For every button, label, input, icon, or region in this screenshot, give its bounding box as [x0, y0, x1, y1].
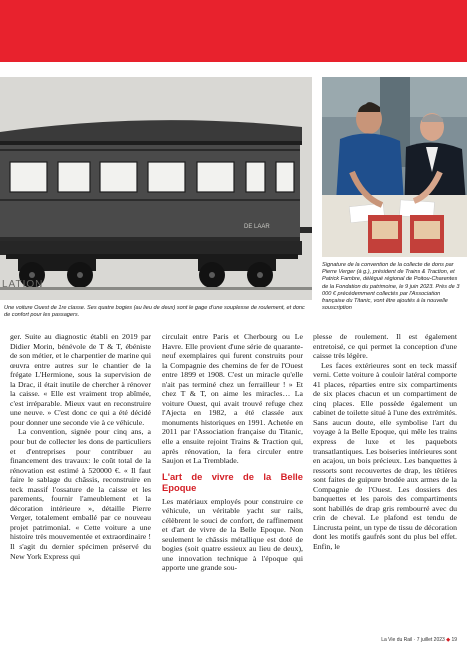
col3-paragraph-2: Les faces extérieures sont en teck massif verni. Cette voiture à couloir latéral comporte 41 places, réparties entre six compartiments de six places chacun et un compartiment de cinq places. Elle possède également un cabinet de toilette situé à l'une des extrémités. Sans aucun doute, elle symbolise l'art du voyage à la Belle Epoque, qui mêle les trains express de luxe et les paquebots transatlantiques. Les boiseries intérieures sont en acajou, un bois précieux. Les banquettes à ressorts sont recouvertes de drap, les têtières sont faites de guipure brodée aux armes de la Compagnie de l'Ouest. Les dossiers des banquettes et les parois des compartiments sont habillés de drap gris rembourré avec du crin de cheval. Le plafond est tendu de Lincrusta peint, un type de tissu de décoration dont les motifs gaufrés sont du plus bel effet. Enfin, le: [313, 360, 457, 552]
carriage-photo: [0, 77, 312, 300]
col2-paragraph-2: Les matériaux employés pour construire ce véhicule, un véritable yacht sur rails, célèbrent le souci de confort, de raffinement et d'art de vivre de la Belle Epoque. Non seulement le châssis métallique est doté de bogies (soit quatre essieux au lieu de deux), une innovation technique à l'époque qui apporte une grande sou-: [162, 496, 303, 573]
carriage-illustration: [0, 77, 312, 300]
col3-paragraph-1: plesse de roulement. Il est également entretoisé, ce qui permet la conception d'une caisse très légère.: [313, 332, 457, 361]
footer-publication: La Vie du Rail · 7 juillet 2023: [381, 637, 445, 643]
carriage-side-text: DE LAAR: [244, 224, 270, 230]
signing-photo-caption: Signature de la convention de la collecte de dons par Pierre Verger (à g.), président de Trains & Traction, et Patrick Fambre, délégué régional de Poitou-Charentes de la Fondation du patrimoine, le 9 juin 2023. Près de 3 000 € précédemment collectés par l'Association française du Titanic, vont être ajoutés à la nouvelle souscription: [322, 262, 460, 312]
signing-illustration: [322, 77, 467, 257]
footer-diamond-icon: ◆: [446, 637, 451, 643]
plate-text: LATION: [2, 279, 44, 290]
red-header-band: [0, 0, 467, 62]
section-subtitle: L'art de vivre de la Belle Epoque: [162, 470, 303, 493]
signing-photo: [322, 77, 467, 257]
col1-paragraph-1: ger. Suite au diagnostic établi en 2019 par Didier Morin, bénévole de T & T, ébéniste de son métier, et le charpentier de marine qui œuvra entre autres sur le chantier de la frégate L'Hermione, sous la supervision de la Drac, il était inutile de chercher à rénover la caisse. « Elle est vraiment trop abîmée, c'est irréparable. Mieux vaut en reconstruire une neuve. » C'est donc ce qui a été décidé pour donner une seconde vie à ce véhicule.: [10, 332, 151, 427]
col2-paragraph-1: circulait entre Paris et Cherbourg ou Le Havre. Elle provient d'une série de quarante-neuf exemplaires qui furent construits pour la Compagnie des chemins de fer de l'Ouest entre 1899 et 1908. C'est un miracle qu'elle n'ait pas terminé chez un ferrailleur ! » Et chez T & T, on aime les miracles… La voiture Ouest, qui avait trouvé refuge chez l'Ajecta en 1982, a été classée aux monuments historiques en 1991. Achetée en 2011 par l'Association française du Titanic, elle a ensuite rejoint Trains & Traction qui, après rénovation, la fera circuler entre Saujon et La Tremblade.: [162, 332, 303, 466]
carriage-photo-caption: Une voiture Ouest de 1re classe. Ses quatre bogies (au lieu de deux) sont le gage d'une souplesse de roulement, et donc de confort pour les passagers.: [4, 305, 305, 319]
article-column-2: [162, 332, 303, 573]
page-footer: [381, 637, 457, 643]
col1-paragraph-2: La convention, signée pour cinq ans, a pour but de collecter les dons de particuliers et d'entreprises pour contribuer au financement des travaux: le coût total de la rénovation est estimé à 520000 €. « Il faut faire le sablage du châssis, reconstruire en teck massif l'ossature de la caisse et les parements, fournir l'ameublement et la décoration intérieure », détaille Pierre Verger, totalement emballé par ce nouveau projet patrimonial. « Cette voiture a une histoire très mouvementée et extraordinaire ! Il s'agit du dernier spécimen préservé du New York Express qui: [10, 427, 151, 561]
footer-page-number: 19: [451, 637, 457, 643]
article-column-1: [10, 332, 151, 561]
article-column-3: [313, 332, 457, 552]
